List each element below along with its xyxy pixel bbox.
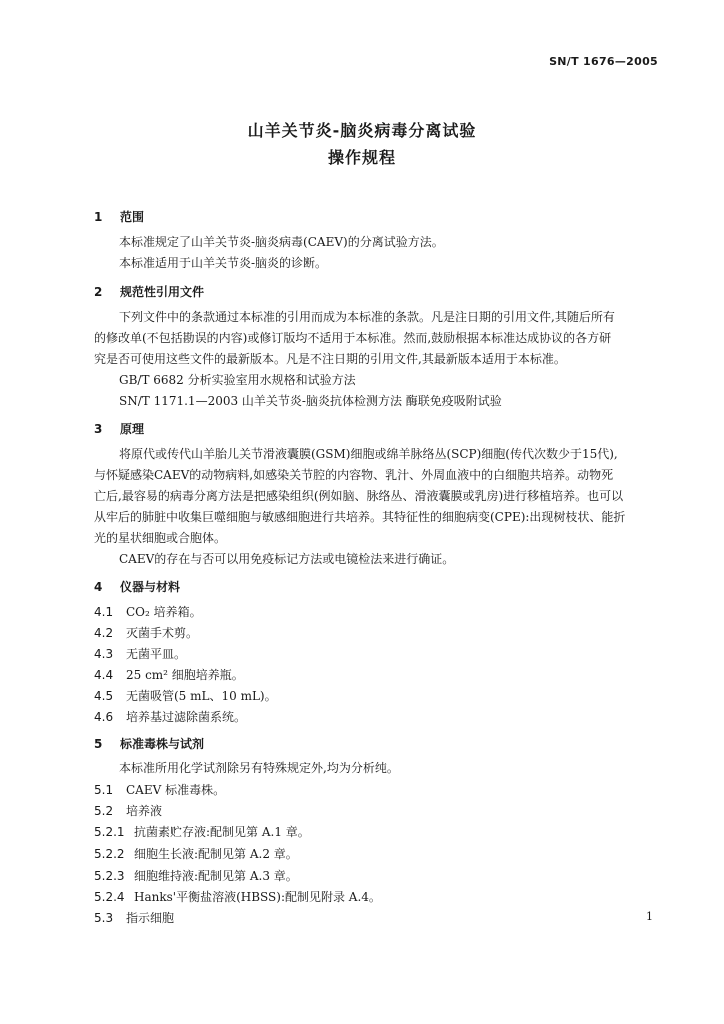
list-item: 5.2.1 抗菌素贮存液:配制见第 A.1 章。 (94, 825, 310, 839)
section-number: 2 (94, 285, 103, 299)
list-item: 4.3 无菌平皿。 (94, 647, 187, 661)
section-title: 标准毒株与试剂 (120, 737, 205, 751)
section-heading-4 (94, 578, 180, 595)
paragraph: 本标准规定了山羊关节炎-脑炎病毒(CAEV)的分离试验方法。 (119, 235, 444, 249)
paragraph-line: 光的星状细胞或合胞体。 (94, 531, 227, 545)
paragraph-line: 下列文件中的条款通过本标准的引用而成为本标准的条款。凡是注日期的引用文件,其随后所有 (119, 310, 615, 324)
section-number: 3 (94, 422, 103, 436)
list-item: 5.3 指示细胞 (94, 911, 175, 925)
list-item: 5.1 CAEV 标准毒株。 (94, 783, 226, 797)
paragraph-line: 从牢后的肺脏中收集巨噬细胞与敏感细胞进行共培养。其特征性的细胞病变(CPE):出现树枝状、能折 (94, 510, 626, 524)
list-item: 5.2 培养液 (94, 804, 163, 818)
standard-code: SN/T 1676—2005 (549, 55, 658, 68)
paragraph-line: 与怀疑感染CAEV的动物病料,如感染关节腔的内容物、乳汁、外周血液中的白细胞共培养。动物死 (94, 468, 614, 482)
section-number: 5 (94, 737, 103, 751)
paragraph: 本标准适用于山羊关节炎-脑炎的诊断。 (119, 256, 328, 270)
section-heading-3 (94, 420, 144, 437)
paragraph-line: 将原代或传代山羊胎儿关节滑液囊膜(GSM)细胞或绵羊脉络丛(SCP)细胞(传代次数少于15代), (119, 447, 618, 461)
list-item: 4.5 无菌吸管(5 mL、10 mL)。 (94, 689, 277, 703)
paragraph: CAEV的存在与否可以用免疫标记方法或电镜检法来进行确证。 (119, 552, 455, 566)
section-number: 1 (94, 210, 103, 224)
paragraph-line: 究是否可使用这些文件的最新版本。凡是不注日期的引用文件,其最新版本适用于本标准。 (94, 352, 566, 366)
list-item: 4.1 CO₂ 培养箱。 (94, 605, 202, 619)
section-title: 规范性引用文件 (120, 285, 205, 299)
section-heading-1 (94, 208, 144, 225)
normative-reference: SN/T 1171.1—2003 山羊关节炎-脑炎抗体检测方法 酶联免疫吸附试验 (119, 394, 502, 408)
list-item: 4.2 灭菌手术剪。 (94, 626, 199, 640)
paragraph-line: 的修改单(不包括勘误的内容)或修订版均不适用于本标准。然而,鼓励根据本标准达成协议的各方研 (94, 331, 612, 345)
list-item: 5.2.2 细胞生长液:配制见第 A.2 章。 (94, 847, 298, 861)
section-title: 原理 (120, 422, 145, 436)
section-heading-2 (94, 283, 204, 300)
section-title: 仪器与材料 (120, 580, 181, 594)
list-item: 5.2.4 Hanks'平衡盐溶液(HBSS):配制见附录 A.4。 (94, 890, 381, 904)
section-heading-5 (94, 735, 204, 752)
section-number: 4 (94, 580, 103, 594)
list-item: 4.6 培养基过滤除菌系统。 (94, 710, 247, 724)
document-title: 山羊关节炎-脑炎病毒分离试验 (247, 121, 477, 140)
paragraph: 本标准所用化学试剂除另有特殊规定外,均为分析纯。 (119, 761, 399, 775)
paragraph-line: 亡后,最容易的病毒分离方法是把感染组织(例如脑、脉络丛、滑液囊膜或乳房)进行移植培养。也可以 (94, 489, 624, 503)
page-number: 1 (646, 910, 653, 923)
list-item: 5.2.3 细胞维持液:配制见第 A.3 章。 (94, 869, 298, 883)
document-subtitle: 操作规程 (327, 148, 396, 167)
normative-reference: GB/T 6682 分析实验室用水规格和试验方法 (119, 373, 356, 387)
section-title: 范围 (120, 210, 145, 224)
list-item: 4.4 25 cm² 细胞培养瓶。 (94, 668, 244, 682)
